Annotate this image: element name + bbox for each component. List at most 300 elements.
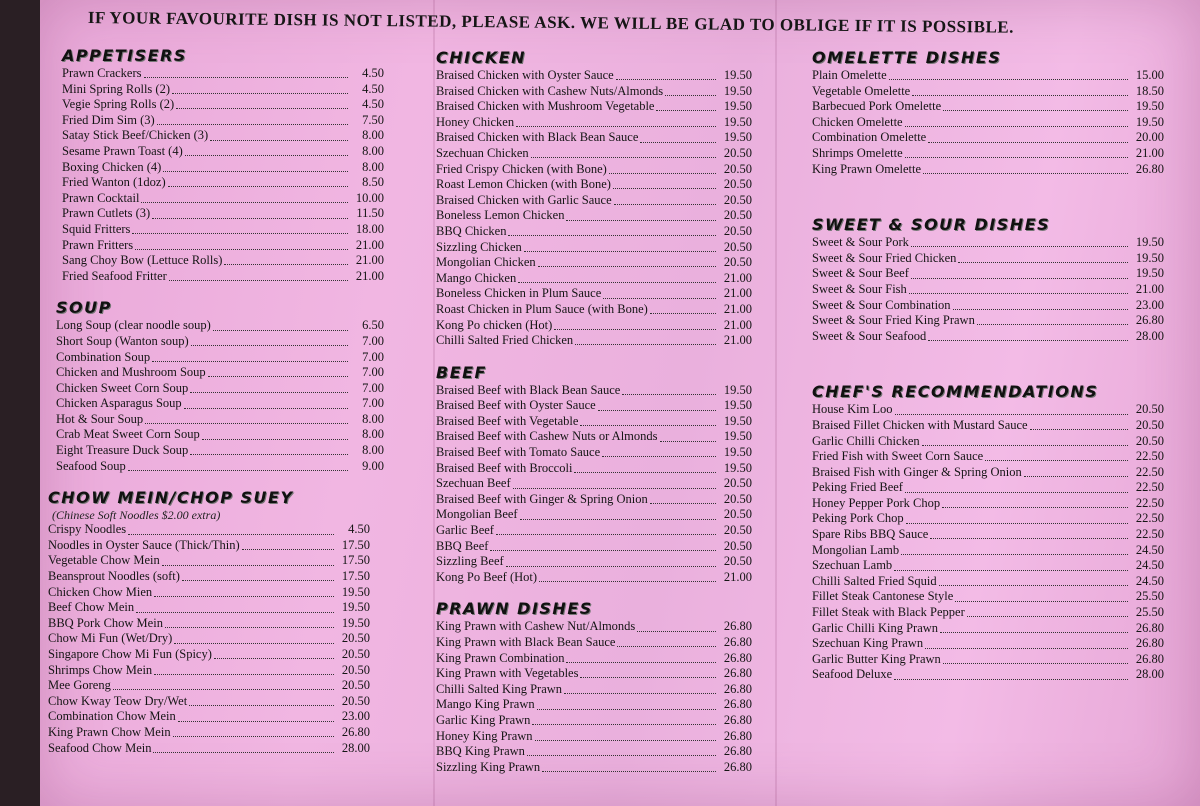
dot-leader (617, 646, 716, 647)
menu-item-name: Garlic Butter King Prawn (812, 651, 941, 666)
menu-item-price: 8.00 (362, 159, 384, 174)
dot-leader (190, 454, 348, 455)
menu-item (812, 605, 1164, 621)
dot-leader (894, 570, 1128, 571)
menu-item (812, 99, 1164, 115)
menu-item-price: 19.50 (341, 615, 370, 630)
dot-leader (539, 581, 716, 582)
dot-leader (564, 693, 716, 694)
menu-item-name: Braised Beef with Cashew Nuts or Almonds (436, 429, 658, 444)
menu-item-name: BBQ Beef (436, 538, 489, 553)
menu-item-price: 7.00 (362, 365, 384, 380)
menu-item (812, 574, 1164, 590)
menu-item-price: 7.00 (362, 333, 384, 348)
dot-leader (157, 124, 348, 125)
menu-item (436, 507, 752, 523)
menu-item-price: 4.50 (348, 522, 370, 537)
menu-item-price: 26.80 (723, 728, 752, 743)
menu-item (56, 459, 384, 475)
menu-item (56, 365, 384, 381)
menu-item-name: Szechuan Chicken (436, 145, 529, 160)
menu-item-price: 28.00 (1135, 667, 1164, 682)
menu-item-name: Prawn Fritters (62, 237, 134, 252)
menu-item (436, 554, 752, 570)
menu-item (62, 253, 384, 269)
menu-item (812, 251, 1164, 267)
menu-item (436, 651, 752, 667)
menu-item-price: 15.00 (1135, 68, 1164, 82)
notice-banner: IF YOUR FAVOURITE DISH IS NOT LISTED, PLEASE ASK. WE WILL BE GLAD TO OBLIGE IF IT IS POSSIBLE. (87, 8, 1015, 37)
menu-item-price: 25.50 (1135, 605, 1164, 620)
menu-item-name: Sizzling Chicken (436, 239, 522, 254)
menu-item-price: 19.50 (723, 398, 752, 413)
menu-item-price: 20.50 (723, 507, 752, 522)
dot-leader (1024, 476, 1128, 477)
menu-item-price: 26.80 (1135, 620, 1164, 635)
menu-item-name: Sweet & Sour Seafood (812, 328, 927, 343)
menu-item-name: Seafood Soup (56, 458, 126, 473)
dot-leader (144, 77, 349, 78)
menu-item-price: 20.50 (723, 523, 752, 538)
menu-item-name: Sweet & Sour Fried King Prawn (812, 313, 975, 328)
menu-item-price: 20.50 (723, 554, 752, 569)
dot-leader (518, 282, 716, 283)
menu-item-price: 7.00 (362, 349, 384, 364)
fold-line (433, 0, 435, 806)
dot-leader (637, 631, 716, 632)
menu-item-price: 26.80 (723, 744, 752, 759)
menu-item-name: Crispy Noodles (48, 522, 127, 537)
menu-item (48, 709, 370, 725)
dot-leader (580, 425, 716, 426)
dot-leader (527, 755, 716, 756)
menu-item-name: Prawn Crackers (62, 66, 142, 80)
menu-item (812, 527, 1164, 543)
dot-leader (185, 155, 348, 156)
section-heading: BEEF (436, 362, 487, 382)
menu-item (56, 334, 384, 350)
menu-item-price: 7.00 (362, 380, 384, 395)
menu-item-name: Plain Omelette (812, 68, 887, 82)
menu-item (48, 663, 370, 679)
menu-item-price: 23.00 (1135, 297, 1164, 312)
menu-item-price: 4.50 (362, 81, 384, 96)
dot-leader (953, 309, 1128, 310)
dot-leader (574, 472, 716, 473)
menu-item-price: 22.50 (1135, 511, 1164, 526)
menu-item-name: Honey Pepper Pork Chop (812, 495, 941, 510)
menu-item-price: 20.50 (341, 662, 370, 677)
menu-item (812, 511, 1164, 527)
menu-item-name: Shrimps Omelette (812, 145, 903, 160)
menu-item-price: 21.00 (355, 237, 384, 252)
dot-leader (566, 662, 716, 663)
dot-leader (911, 278, 1128, 279)
menu-item-name: Hot & Sour Soup (56, 411, 144, 426)
menu-item (48, 538, 370, 554)
menu-item (812, 146, 1164, 162)
section-chow-mein (48, 488, 384, 756)
menu-item-name: Chilli Salted King Prawn (436, 681, 563, 696)
menu-item (812, 449, 1164, 465)
dot-leader (190, 392, 348, 393)
menu-item-price: 26.80 (1135, 161, 1164, 176)
menu-item (812, 465, 1164, 481)
dot-leader (163, 171, 348, 172)
menu-item-price: 6.50 (362, 318, 384, 333)
menu-item-price: 19.50 (723, 460, 752, 475)
menu-item (62, 113, 384, 129)
menu-item-name: Braised Beef with Vegetable (436, 413, 579, 428)
menu-item-name: Sang Choy Bow (Lettuce Rolls) (62, 253, 223, 268)
menu-item-price: 26.80 (723, 712, 752, 727)
dot-leader (905, 492, 1128, 493)
menu-item-price: 20.50 (341, 678, 370, 693)
menu-item-name: Braised Fillet Chicken with Mustard Sauce (812, 417, 1028, 432)
menu-item-name: BBQ King Prawn (436, 744, 525, 759)
menu-item-price: 18.50 (1135, 83, 1164, 98)
menu-item (812, 496, 1164, 512)
menu-item-name: BBQ Pork Chow Mein (48, 615, 163, 630)
menu-item-price: 20.50 (1135, 417, 1164, 432)
menu-item-price: 20.50 (723, 223, 752, 238)
menu-item-name: Braised Chicken with Black Bean Sauce (436, 130, 639, 145)
menu-item-price: 20.50 (1135, 433, 1164, 448)
section-heading: PRAWN DISHES (436, 599, 593, 619)
menu-item-name: Mee Goreng (48, 678, 111, 693)
menu-item-name: Combination Soup (56, 349, 151, 364)
menu-item (436, 523, 752, 539)
menu-item-price: 19.50 (1135, 99, 1164, 114)
menu-item-name: Garlic Beef (436, 523, 494, 538)
menu-item (436, 539, 752, 555)
dot-leader (128, 470, 348, 471)
menu-item-name: King Prawn with Vegetables (436, 666, 579, 681)
menu-item (436, 99, 752, 115)
dot-leader (154, 596, 334, 597)
menu-item-name: Chicken Omelette (812, 114, 903, 129)
menu-item (62, 82, 384, 98)
menu-item (62, 128, 384, 144)
dot-leader (538, 266, 716, 267)
menu-item-price: 19.50 (341, 600, 370, 615)
menu-item (812, 298, 1164, 314)
menu-item (48, 631, 370, 647)
menu-item-price: 20.50 (341, 631, 370, 646)
section-heading: OMELETTE DISHES (812, 48, 1002, 67)
menu-item-name: Braised Beef with Black Bean Sauce (436, 382, 621, 397)
menu-item-price: 19.50 (723, 68, 752, 82)
menu-item-name: Honey King Prawn (436, 728, 533, 743)
menu-item-name: Mango Chicken (436, 270, 517, 285)
menu-item-price: 26.80 (1135, 651, 1164, 666)
menu-item-name: Braised Chicken with Mushroom Vegetable (436, 99, 655, 114)
dot-leader (614, 204, 716, 205)
menu-item-name: King Prawn with Black Bean Sauce (436, 635, 616, 649)
menu-item-price: 4.50 (362, 66, 384, 80)
menu-item-name: Braised Fish with Ginger & Spring Onion (812, 464, 1022, 479)
menu-item (812, 313, 1164, 329)
menu-item-price: 19.50 (341, 584, 370, 599)
menu-item-name: Braised Beef with Oyster Sauce (436, 398, 596, 413)
menu-item-name: Chicken Sweet Corn Soup (56, 380, 189, 395)
menu-item (812, 543, 1164, 559)
dot-leader (176, 108, 348, 109)
menu-item-name: Garlic King Prawn (436, 712, 531, 727)
menu-item-name: Combination Omelette (812, 130, 927, 145)
menu-item-price: 9.00 (362, 458, 384, 473)
item-list (812, 402, 1164, 683)
menu-item (48, 522, 370, 538)
menu-item (812, 418, 1164, 434)
menu-item-name: Chow Kway Teow Dry/Wet (48, 693, 188, 708)
menu-item-price: 8.00 (362, 427, 384, 442)
menu-item-name: Braised Chicken with Garlic Sauce (436, 192, 612, 207)
section-chicken (436, 48, 752, 349)
menu-item-name: Mongolian Chicken (436, 255, 536, 270)
menu-item-name: Sweet & Sour Fried Chicken (812, 250, 957, 265)
menu-item (62, 144, 384, 160)
item-list (436, 619, 752, 775)
dot-leader (911, 246, 1128, 247)
menu-item (436, 84, 752, 100)
dot-leader (650, 503, 716, 504)
menu-item (812, 235, 1164, 251)
menu-item (812, 130, 1164, 146)
menu-item-price: 19.50 (723, 382, 752, 397)
menu-item-price: 4.50 (362, 97, 384, 112)
menu-item (56, 318, 384, 334)
menu-item (436, 302, 752, 318)
section-heading: CHICKEN (436, 48, 527, 67)
section-appetisers (48, 46, 384, 284)
menu-item (436, 713, 752, 729)
dot-leader (909, 293, 1128, 294)
menu-item-name: Sweet & Sour Pork (812, 235, 909, 250)
menu-item-price: 26.80 (723, 650, 752, 665)
menu-item-name: Barbecued Pork Omelette (812, 99, 942, 114)
menu-item-name: Short Soup (Wanton soup) (56, 333, 189, 348)
menu-item (436, 333, 752, 349)
menu-item (812, 480, 1164, 496)
menu-item-price: 8.00 (362, 143, 384, 158)
menu-column-right (812, 48, 1164, 683)
menu-item (48, 694, 370, 710)
menu-item (812, 402, 1164, 418)
menu-item-price: 19.50 (723, 445, 752, 460)
dot-leader (958, 262, 1128, 263)
menu-item (436, 414, 752, 430)
menu-item-price: 20.50 (1135, 402, 1164, 417)
menu-item-name: Honey Chicken (436, 114, 515, 129)
menu-item-price: 26.80 (723, 681, 752, 696)
item-list (56, 318, 384, 474)
menu-item-name: Mongolian Lamb (812, 542, 900, 557)
menu-item (436, 760, 752, 776)
menu-item-price: 23.00 (341, 709, 370, 724)
menu-item-price: 8.50 (362, 175, 384, 190)
menu-item (48, 585, 370, 601)
dot-leader (928, 142, 1128, 143)
dot-leader (912, 95, 1128, 96)
menu-item-price: 20.50 (341, 647, 370, 661)
dot-leader (660, 441, 716, 442)
menu-item-price: 26.80 (723, 619, 752, 634)
dot-leader (152, 361, 348, 362)
menu-item (436, 461, 752, 477)
menu-item (812, 282, 1164, 298)
section-note: (Chinese Soft Noodles $2.00 extra) (52, 508, 221, 523)
item-list (812, 235, 1164, 344)
menu-item-price: 26.80 (1135, 313, 1164, 328)
section-beef (436, 363, 752, 586)
menu-item-name: Noodles in Oyster Sauce (Thick/Thin) (48, 537, 240, 552)
menu-item-price: 20.50 (723, 255, 752, 270)
menu-item-price: 20.50 (723, 208, 752, 223)
menu-item (436, 744, 752, 760)
dot-leader (894, 679, 1128, 680)
menu-item (436, 570, 752, 586)
menu-item-name: Chow Mi Fun (Wet/Dry) (48, 631, 173, 646)
menu-item (436, 682, 752, 698)
menu-item-price: 18.00 (355, 221, 384, 236)
menu-item-name: Braised Chicken with Oyster Sauce (436, 68, 614, 82)
item-list (436, 68, 752, 349)
menu-item (62, 160, 384, 176)
menu-item-price: 8.00 (362, 128, 384, 143)
menu-item-price: 25.50 (1135, 589, 1164, 604)
menu-item (62, 175, 384, 191)
menu-item-price: 21.00 (723, 286, 752, 301)
item-list (436, 383, 752, 586)
menu-item (436, 476, 752, 492)
dot-leader (208, 376, 348, 377)
menu-item (48, 647, 370, 663)
menu-column-left (48, 46, 384, 756)
dot-leader (616, 79, 716, 80)
menu-item-price: 8.00 (362, 411, 384, 426)
menu-item-name: King Prawn with Cashew Nut/Almonds (436, 619, 636, 634)
menu-item-price: 11.50 (356, 206, 384, 221)
menu-item-name: Peking Fried Beef (812, 480, 903, 495)
menu-item-price: 20.50 (723, 192, 752, 207)
menu-item (436, 130, 752, 146)
dot-leader (189, 705, 334, 706)
menu-item-price: 21.00 (355, 253, 384, 268)
menu-item-price: 26.80 (723, 635, 752, 649)
item-list (812, 68, 1164, 177)
menu-item (812, 266, 1164, 282)
menu-item-price: 19.50 (1135, 266, 1164, 281)
menu-item (56, 350, 384, 366)
dot-leader (168, 186, 348, 187)
dot-leader (532, 724, 716, 725)
menu-item-price: 20.50 (723, 491, 752, 506)
section-soup (48, 298, 384, 474)
menu-item-name: Braised Beef with Broccoli (436, 460, 573, 475)
dot-leader (165, 627, 334, 628)
menu-item (48, 600, 370, 616)
menu-item (812, 84, 1164, 100)
menu-item-name: Braised Chicken with Cashew Nuts/Almonds (436, 83, 664, 98)
menu-item-price: 19.50 (1135, 114, 1164, 129)
dot-leader (535, 740, 716, 741)
menu-item (62, 238, 384, 254)
dot-leader (152, 218, 348, 219)
menu-item (436, 162, 752, 178)
menu-item (812, 162, 1164, 178)
menu-item-name: Roast Lemon Chicken (with Bone) (436, 177, 611, 192)
menu-item-name: Mini Spring Rolls (2) (62, 81, 170, 96)
dot-leader (554, 329, 716, 330)
menu-item-price: 22.50 (1135, 495, 1164, 510)
menu-item (812, 115, 1164, 131)
dot-leader (172, 93, 348, 94)
dot-leader (213, 330, 348, 331)
menu-item-name: Garlic Chilli Chicken (812, 433, 920, 448)
menu-item (56, 427, 384, 443)
menu-item (62, 206, 384, 222)
menu-item-price: 20.00 (1135, 130, 1164, 145)
menu-item (812, 68, 1164, 84)
dot-leader (113, 689, 334, 690)
dot-leader (173, 736, 334, 737)
menu-item-price: 19.50 (1135, 235, 1164, 250)
menu-item-name: Sizzling Beef (436, 554, 504, 569)
dot-leader (154, 674, 334, 675)
menu-item-name: Braised Beef with Ginger & Spring Onion (436, 491, 648, 506)
menu-item-name: Eight Treasure Duck Soup (56, 443, 189, 458)
dot-leader (650, 313, 716, 314)
menu-item-name: King Prawn Omelette (812, 161, 922, 176)
menu-column-middle (436, 48, 752, 775)
menu-item (812, 558, 1164, 574)
section-heading: APPETISERS (62, 46, 187, 65)
dot-leader (939, 585, 1128, 586)
dot-leader (516, 126, 716, 127)
dot-leader (603, 298, 716, 299)
menu-item-name: Combination Chow Mein (48, 709, 176, 724)
menu-item-name: Chicken Chow Mien (48, 584, 153, 599)
menu-item-price: 19.50 (723, 429, 752, 444)
menu-item-price: 20.50 (723, 161, 752, 176)
menu-item (56, 412, 384, 428)
menu-item (436, 619, 752, 635)
menu-item (812, 589, 1164, 605)
menu-item-name: Fillet Steak with Black Pepper (812, 605, 965, 620)
menu-item-name: Beansprout Noodles (soft) (48, 569, 180, 584)
dot-leader (901, 554, 1128, 555)
dot-leader (128, 534, 334, 535)
menu-item-price: 20.50 (723, 239, 752, 254)
menu-item (436, 224, 752, 240)
menu-item-price: 26.80 (1135, 636, 1164, 651)
dot-leader (169, 280, 348, 281)
menu-item-price: 26.80 (723, 759, 752, 774)
menu-item-name: Sesame Prawn Toast (4) (62, 143, 183, 158)
menu-item-name: Roast Chicken in Plum Sauce (with Bone) (436, 301, 648, 316)
menu-item-price: 22.50 (1135, 480, 1164, 495)
menu-item-name: Szechuan King Prawn (812, 636, 924, 651)
menu-item-name: Prawn Cutlets (3) (62, 206, 151, 221)
menu-item-price: 22.50 (1135, 464, 1164, 479)
menu-item-price: 19.50 (723, 130, 752, 145)
menu-item-price: 26.80 (723, 666, 752, 681)
menu-item-price: 26.80 (341, 724, 370, 739)
menu-item-name: Kong Po Beef (Hot) (436, 569, 538, 584)
menu-item-price: 21.00 (723, 270, 752, 285)
dot-leader (506, 566, 716, 567)
